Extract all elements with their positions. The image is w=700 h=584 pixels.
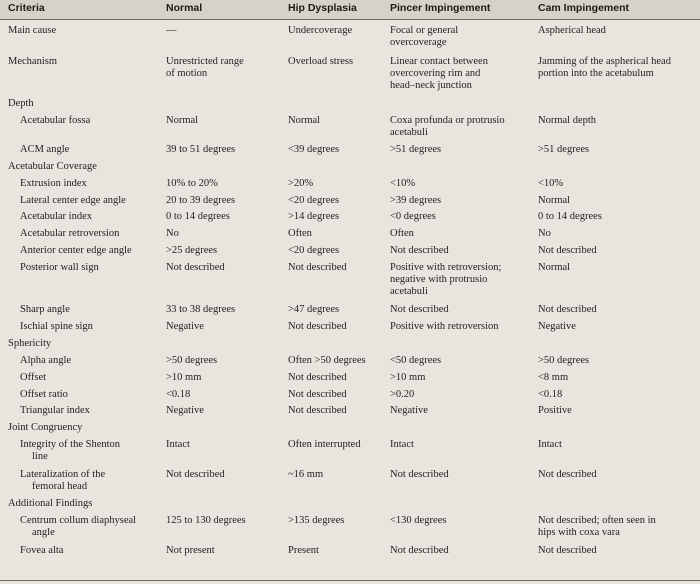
cell-dysplasia: Present bbox=[288, 545, 319, 556]
cell-cam: Jamming of the aspherical head bbox=[538, 56, 671, 67]
cell-pincer: Often bbox=[390, 228, 414, 239]
cell-pincer: negative with protrusio bbox=[390, 274, 488, 285]
col-header-normal: Normal bbox=[166, 2, 203, 14]
cell-pincer: Coxa profunda or protrusio bbox=[390, 115, 505, 126]
row-label: Acetabular index bbox=[20, 211, 93, 222]
cell-normal: 10% to 20% bbox=[166, 178, 218, 189]
cell-cam: Normal depth bbox=[538, 115, 597, 126]
cell-cam: Intact bbox=[538, 439, 562, 450]
row-label: Main cause bbox=[8, 25, 57, 36]
cell-normal: of motion bbox=[166, 68, 208, 79]
cell-normal: Negative bbox=[166, 321, 204, 332]
cell-normal: — bbox=[166, 25, 177, 36]
cell-pincer: Not described bbox=[390, 245, 449, 256]
cell-pincer: overcovering rim and bbox=[390, 68, 481, 79]
cell-pincer: <50 degrees bbox=[390, 355, 442, 366]
cell-normal: >25 degrees bbox=[166, 245, 218, 256]
cell-pincer: <10% bbox=[390, 178, 416, 189]
row-label: Acetabular retroversion bbox=[20, 228, 120, 239]
col-header-criteria: Criteria bbox=[8, 2, 45, 14]
cell-dysplasia: Not described bbox=[288, 372, 347, 383]
row-label: Lateral center edge angle bbox=[20, 195, 126, 206]
cell-cam: portion into the acetabulum bbox=[538, 68, 654, 79]
cell-dysplasia: Not described bbox=[288, 321, 347, 332]
cell-cam: Not described bbox=[538, 245, 597, 256]
cell-pincer: head–neck junction bbox=[390, 80, 472, 91]
header-rule bbox=[0, 19, 700, 20]
row-label: Triangular index bbox=[20, 405, 90, 416]
cell-cam: No bbox=[538, 228, 551, 239]
cell-pincer: <130 degrees bbox=[390, 515, 447, 526]
row-label: Centrum collum diaphyseal bbox=[20, 515, 137, 526]
cell-cam: <8 mm bbox=[538, 372, 569, 383]
row-label: Sharp angle bbox=[20, 304, 70, 315]
cell-dysplasia: >47 degrees bbox=[288, 304, 340, 315]
cell-dysplasia: Often >50 degrees bbox=[288, 355, 366, 366]
cell-dysplasia: Normal bbox=[288, 115, 321, 126]
cell-pincer: overcoverage bbox=[390, 37, 447, 48]
cell-pincer: >51 degrees bbox=[390, 144, 442, 155]
col-header-pincer: Pincer Impingement bbox=[390, 2, 491, 14]
row-label: Anterior center edge angle bbox=[20, 245, 132, 256]
cell-dysplasia: Undercoverage bbox=[288, 25, 353, 36]
cell-cam: Not described bbox=[538, 469, 597, 480]
bottom-rule bbox=[0, 580, 700, 581]
cell-pincer: Focal or general bbox=[390, 25, 459, 36]
cell-normal: Negative bbox=[166, 405, 204, 416]
cell-normal: Not described bbox=[166, 262, 225, 273]
section-heading: Joint Congruency bbox=[8, 422, 83, 433]
cell-cam: >50 degrees bbox=[538, 355, 590, 366]
cell-pincer: Intact bbox=[390, 439, 414, 450]
cell-pincer: Linear contact between bbox=[390, 56, 488, 67]
cell-pincer: >39 degrees bbox=[390, 195, 442, 206]
section-heading: Additional Findings bbox=[8, 498, 93, 509]
cell-normal: <0.18 bbox=[166, 389, 191, 400]
cell-pincer: Negative bbox=[390, 405, 428, 416]
cell-pincer: Positive with retroversion bbox=[390, 321, 499, 332]
cell-normal: 20 to 39 degrees bbox=[166, 195, 236, 206]
cell-dysplasia: Overload stress bbox=[288, 56, 354, 67]
row-label: Mechanism bbox=[8, 56, 57, 67]
cell-cam: Negative bbox=[538, 321, 576, 332]
cell-dysplasia: >20% bbox=[288, 178, 314, 189]
cell-normal: 39 to 51 degrees bbox=[166, 144, 236, 155]
cell-pincer: Not described bbox=[390, 469, 449, 480]
cell-normal: >50 degrees bbox=[166, 355, 218, 366]
cell-pincer: Not described bbox=[390, 304, 449, 315]
row-label: line bbox=[32, 451, 48, 462]
cell-dysplasia: <39 degrees bbox=[288, 144, 340, 155]
cell-dysplasia: <20 degrees bbox=[288, 245, 340, 256]
cell-normal: 0 to 14 degrees bbox=[166, 211, 230, 222]
cell-dysplasia: >14 degrees bbox=[288, 211, 340, 222]
row-label: Fovea alta bbox=[20, 545, 64, 556]
row-label: angle bbox=[32, 527, 55, 538]
cell-normal: Unrestricted range bbox=[166, 56, 244, 67]
row-label: Posterior wall sign bbox=[20, 262, 99, 273]
cell-normal: Not described bbox=[166, 469, 225, 480]
section-heading: Sphericity bbox=[8, 338, 52, 349]
row-label: Offset ratio bbox=[20, 389, 68, 400]
cell-cam: Aspherical head bbox=[538, 25, 606, 36]
row-label: Alpha angle bbox=[20, 355, 72, 366]
cell-cam: Normal bbox=[538, 195, 571, 206]
cell-normal: No bbox=[166, 228, 179, 239]
cell-pincer: >10 mm bbox=[390, 372, 426, 383]
cell-cam: 0 to 14 degrees bbox=[538, 211, 602, 222]
cell-cam: Normal bbox=[538, 262, 571, 273]
cell-pincer: Positive with retroversion; bbox=[390, 262, 502, 273]
cell-normal: 33 to 38 degrees bbox=[166, 304, 236, 315]
cell-cam: Not described; often seen in bbox=[538, 515, 656, 526]
cell-cam: Positive bbox=[538, 405, 572, 416]
row-label: ACM angle bbox=[20, 144, 70, 155]
cell-dysplasia: Not described bbox=[288, 262, 347, 273]
cell-dysplasia: Often bbox=[288, 228, 312, 239]
cell-cam: Not described bbox=[538, 304, 597, 315]
row-label: femoral head bbox=[32, 481, 88, 492]
row-label: Acetabular fossa bbox=[20, 115, 91, 126]
cell-cam: <10% bbox=[538, 178, 564, 189]
section-heading: Acetabular Coverage bbox=[8, 161, 97, 172]
cell-dysplasia: >135 degrees bbox=[288, 515, 345, 526]
cell-pincer: >0.20 bbox=[390, 389, 415, 400]
row-label: Integrity of the Shenton bbox=[20, 439, 121, 450]
row-label: Offset bbox=[20, 372, 47, 383]
cell-normal: Not present bbox=[166, 545, 215, 556]
cell-cam: <0.18 bbox=[538, 389, 563, 400]
cell-normal: Intact bbox=[166, 439, 190, 450]
cell-dysplasia: <20 degrees bbox=[288, 195, 340, 206]
section-heading: Depth bbox=[8, 98, 34, 109]
cell-dysplasia: Often interrupted bbox=[288, 439, 361, 450]
row-label: Extrusion index bbox=[20, 178, 87, 189]
cell-normal: 125 to 130 degrees bbox=[166, 515, 246, 526]
cell-normal: >10 mm bbox=[166, 372, 202, 383]
cell-pincer: Not described bbox=[390, 545, 449, 556]
col-header-hip-dysplasia: Hip Dysplasia bbox=[288, 2, 357, 14]
row-label: Lateralization of the bbox=[20, 469, 106, 480]
col-header-cam: Cam Impingement bbox=[538, 2, 630, 14]
cell-dysplasia: Not described bbox=[288, 389, 347, 400]
cell-dysplasia: ~16 mm bbox=[288, 469, 324, 480]
cell-cam: hips with coxa vara bbox=[538, 527, 620, 538]
cell-pincer: acetabuli bbox=[390, 286, 428, 297]
cell-pincer: <0 degrees bbox=[390, 211, 436, 222]
cell-pincer: acetabuli bbox=[390, 127, 428, 138]
cell-cam: >51 degrees bbox=[538, 144, 590, 155]
cell-dysplasia: Not described bbox=[288, 405, 347, 416]
cell-cam: Not described bbox=[538, 545, 597, 556]
cell-normal: Normal bbox=[166, 115, 199, 126]
row-label: Ischial spine sign bbox=[20, 321, 93, 332]
